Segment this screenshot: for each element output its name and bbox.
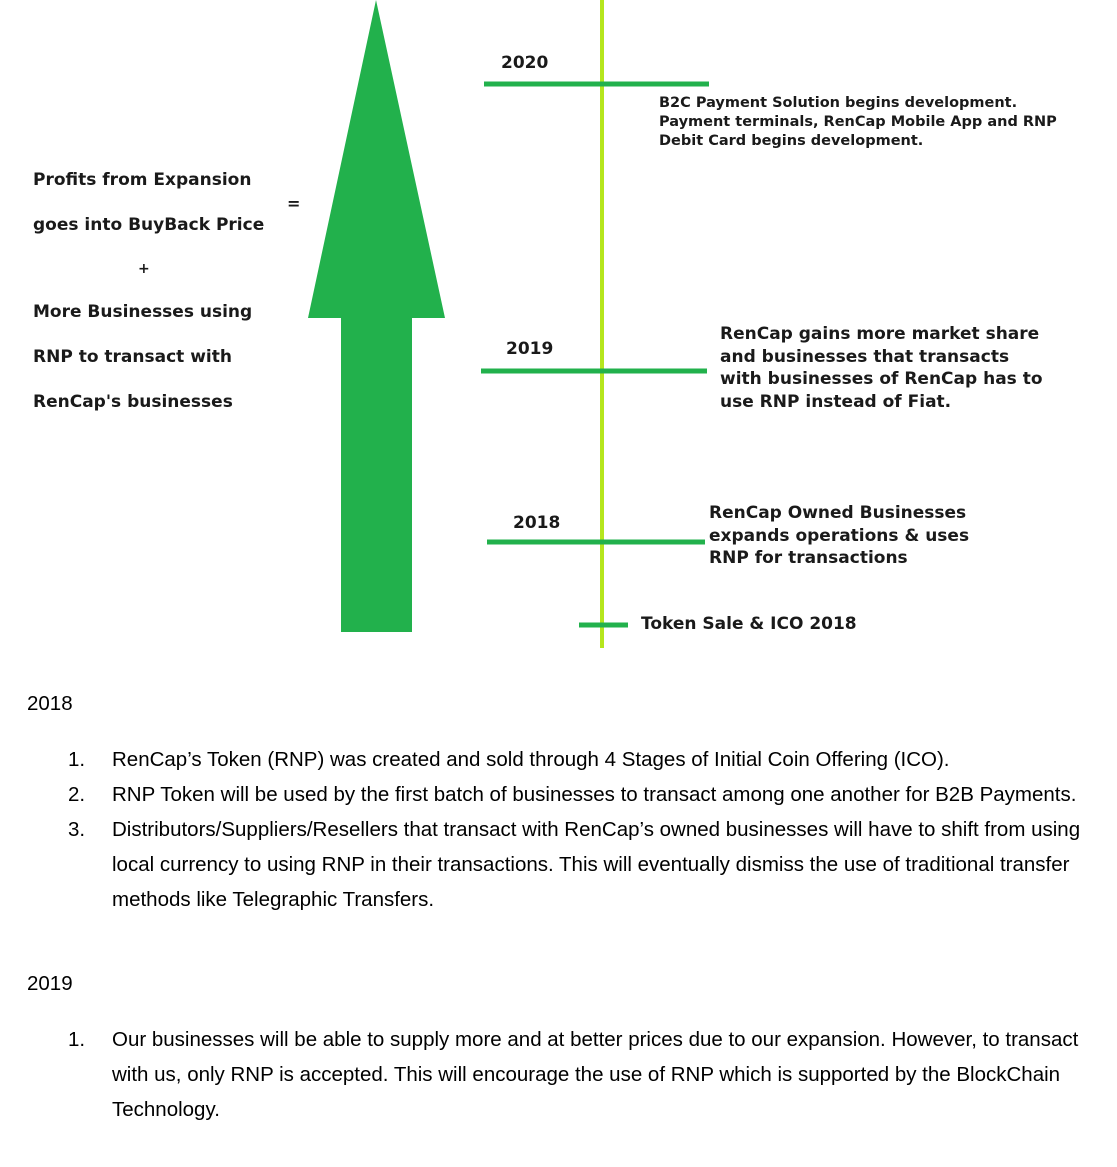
milestone-note-2018: RenCap Owned Businesses expands operations & uses RNP for transactions: [709, 503, 970, 568]
list-text: Our businesses will be able to supply more and at better prices due to our expansion. However, to transact with us, only RNP is accepted. This will encourage the use of RNP which is supported by the BlockChain Technology.: [112, 1028, 1079, 1121]
list-item: [0, 742, 1117, 777]
list-item: [0, 1022, 1117, 1127]
left-note-plus: +: [138, 260, 150, 277]
list-number: 1.: [68, 748, 86, 771]
left-note-line5: RenCap's businesses: [33, 392, 233, 412]
list-number: 1.: [68, 1028, 86, 1051]
left-note-line1: Profits from Expansion: [33, 169, 252, 190]
roadmap-list-2019: [0, 1022, 1117, 1127]
list-text: RNP Token will be used by the first batch of businesses to transact among one another for B2B Payments.: [112, 783, 1077, 806]
list-number: 3.: [68, 818, 86, 841]
year-label-2019: 2019: [506, 339, 554, 359]
left-note-line3: More Businesses using: [33, 302, 253, 322]
left-note-line4: RNP to transact with: [33, 347, 232, 367]
milestone-note-2019: RenCap gains more market share and businesses that transacts with businesses of RenCap has to use RNP instead of Fiat.: [720, 324, 1043, 412]
list-text: RenCap’s Token (RNP) was created and sold through 4 Stages of Initial Coin Offering (ICO).: [112, 748, 950, 771]
year-label-2018: 2018: [513, 513, 561, 533]
left-note-line2: goes into BuyBack Price: [33, 214, 265, 235]
year-label-2020: 2020: [501, 53, 549, 73]
milestone-note-2020: B2C Payment Solution begins development. Payment terminals, RenCap Mobile App and RNP Debit Card begins development.: [659, 95, 1057, 149]
list-item: [0, 812, 1117, 917]
ico-start-label: Token Sale & ICO 2018: [641, 614, 857, 634]
left-note: [33, 146, 264, 436]
section-heading-2019: 2019: [27, 972, 73, 995]
equals-sign: =: [287, 194, 301, 213]
section-heading-2018: 2018: [27, 692, 73, 715]
list-number: 2.: [68, 783, 86, 806]
list-item: [0, 777, 1117, 812]
growth-arrow: [308, 0, 445, 632]
roadmap-list-2018: [0, 742, 1117, 917]
list-text: Distributors/Suppliers/Resellers that transact with RenCap’s owned businesses will have to shift from using local currency to using RNP in their transactions. This will eventually dismiss the use of traditional transfer methods like Telegraphic Transfers.: [112, 818, 1081, 911]
